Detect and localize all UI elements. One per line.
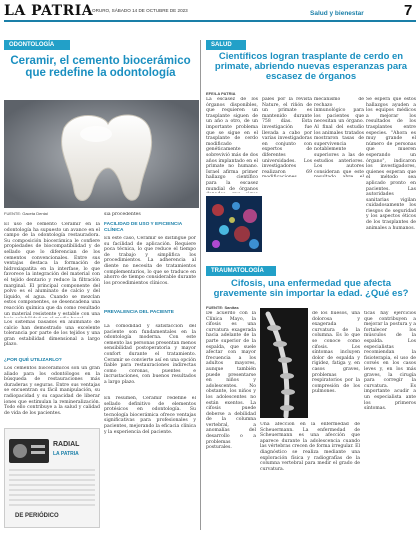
bottom-article-col-4: ticas hay ejercicios que contribuyen a mejorar la postura y a fortalecer los músculos de la espalda. Los especialistas recomiendan la fisioterapia, el uso de corsés en los casos leves y, en los más graves, la cirugía para corregir la curvatura. Es importante acudir a un especialista ante los primeros síntomas. <box>364 311 416 412</box>
bottom-article-tag: TRAUMATOLOGÍA <box>206 266 276 276</box>
newspaper-name: LA PATRIA <box>4 3 94 19</box>
bottom-article-col-1: De acuerdo con la Clínica Mayo, la cifosis es una curvatura exagerada hacia adelante de la parte superior de la espalda, que suele afectar con mayor frecuencia a los adultos mayores, aunque también puede presentarse en niños y adolescentes. No obstante, los niños y los adolescentes no están exentos. La cifosis puede deberse a debilidad de la columna vertebral, a anomalías del desarrollo o a problemas posturales. <box>206 311 256 451</box>
section-name: Salud y bienestar <box>310 10 364 17</box>
left-article-headline: Ceramir, el cemento biocerámico que redefine la odontología <box>10 55 191 80</box>
top-article-col-4: Se espera que estos hallazgos ayuden a los equipos médicos a mejorar los resultados de los trasplantes entre especies. "Ahora es muy grande el número de personas que mueren esperando un órgano", indicaron los investigadores, quienes esperan que el método sea aplicado pronto en pacientes. Las autoridades sanitarias vigilan cuidadosamente los riesgos de seguridad y los aspectos éticos de los trasplantes de animales a humanos. <box>366 97 416 231</box>
top-article-credit: EFE/LA PATRIA <box>206 91 236 96</box>
top-article-tag: SALUD <box>206 40 246 50</box>
left-caption-tail: sia procedentes <box>104 212 141 217</box>
bottom-article-credit: FUENTE: Sanitas <box>206 305 239 310</box>
top-article-col-2: pales por la revista Nature, el riñón de un primate es mantenido durante 758 días. Esta investigación fue llevada a cabo por varias investigadoras en conjunto con expertos de diferentes universidades. Los investigadores realizaron 69 <box>262 97 312 175</box>
left-article-body-2: Los sistemas basados en aluminato de calcio han demostrado una excelente tolerancia por parte de los tejidos y una gran estabilidad dimensional a largo plazo. <box>4 320 100 348</box>
ad-text: DE PERIÓDICO <box>15 513 59 519</box>
left-article-body-6: En resumen, Ceramir redefine el sellado definitivo de elementos protésicos en odontología. Su tecnología biocerámica ofrece ventajas significativas para profesionales y pacientes, mejorando la eficacia clínica y la experiencia del paciente. <box>104 396 196 435</box>
left-article-body-5: La comodidad y satisfacción del paciente son fundamentales en la odontología moderna. Con este cemento las personas presentan menos sensibilidad postoperatoria y mayor confort durante el tratamiento. Ceramir se convierte así en una opción fiable para restauraciones indirectas como coronas, puentes e incrustaciones, con buenos resultados a largo plazo. <box>104 324 196 385</box>
top-article-col-1: La escasez de los órganos disponibles, que requieren un trasplante siguen de un año a otro, de un importante problema que se sigue en el trasplante de cerdo modificado genéticamente sobrevivió más de dos años implantado en el primate no humano. Israel afirma primer hallazgo científico para la escasez mundial de órganos <box>206 97 258 192</box>
left-article-tag: ODONTOLOGÍA <box>4 40 70 50</box>
ad-label: RADIAL <box>53 441 80 448</box>
spine-xray-photo <box>260 308 308 418</box>
bottom-article-col-2: de los huesos, una dolorosa y exagerada curvatura de la columna. Es lo que se conoce como cifosis. Los síntomas incluyen dolor de espalda y rigidez, fatiga y, en casos graves, problemas respiratorios por la compresión de los pulmones. <box>312 311 360 395</box>
left-subhead-2: FACILIDAD DE USO Y EFICIENCIA CLÍNICA <box>104 222 183 233</box>
left-subhead-1: ¿POR QUÉ UTILIZARLO? <box>4 358 62 363</box>
left-article-body-4: En este caso, Ceramir se distingue por su facilidad de aplicación. Requiere poca técnica, lo que reduce el tiempo de trabajo y simplifica los procedimientos. La adherencia al diente no necesita de tratamientos complementarios, lo que se traduce en ahorro de tiempo considerable durante los procedimientos clínicos. <box>104 236 196 286</box>
top-article-headline: Científicos logran trasplante de cerdo en primate, abriendo nuevas esperanzas para escasez de órganos <box>214 51 408 82</box>
ad-brand: LA PATRIA <box>53 451 79 457</box>
left-photo-credit: FUENTE: Gaceta Dental <box>4 211 48 216</box>
bottom-article-headline: Cifosis, una enfermedad que afecta gravemente sin importar la edad. ¿Qué es? <box>213 278 409 299</box>
ad-newspaper-graphic <box>9 469 95 507</box>
page-number: 7 <box>404 2 413 19</box>
cells-photo <box>206 196 262 252</box>
masthead-rule <box>4 20 416 22</box>
issue-date: ORURO, SÁBADO 14 DE OCTUBRE DE 2023 <box>92 8 188 13</box>
column-divider <box>200 40 201 530</box>
tooth-photo <box>4 100 199 208</box>
advertisement <box>4 428 100 528</box>
left-article-body-3: Los cementos biocerámicos son un gran aliado para los odontólogos en la búsqueda de restauraciones más duraderas y seguras. Entre sus ventajas se encuentran su fácil manipulación, su radiopacidad y su capacidad de liberar iones que estimulan la remineralización. Todo ello contribuye a la salud y calidad de vida de los pacientes. <box>4 366 100 416</box>
top-article-col-3: mecanismo de rechazo inmunológico para los pacientes que necesitan un órgano. Al final del estudio los animales tratados mostraron tasas de supervivencia notablemente superiores a las de estudios anteriores. Los autores consideran que este <box>314 97 364 175</box>
left-article-body-1: El uso de cemento Ceramir en la odontología ha supuesto un avance en el campo de la odontología restauradora. Su composición biocerámica le confiere propiedades de biocompatibilidad y de sellado que lo diferencian de los cementos convencionales. Entre sus ventajas destaca la formación de hidroxiapatita en la interfase, lo que favorece la integración del material con el tejido dentario y reduce la filtración marginal. El principal componente del polvo es el aluminato de calcio y del líquido, el agua. Cuando se mezclan estos componentes, se desencadena una reacción química que da como resultado un material resistente y estable con una <box>4 222 100 317</box>
left-subhead-3: PREVALENCIA DEL PACIENTE <box>104 310 174 315</box>
bottom-article-col-3: Una afección en la enfermedad de Scheuermann. La enfermedad de Scheuermann es una afección que aparece durante la adolescencia cuando las vértebras crecen de forma irregular. El diagnóstico se realiza mediante una exploración física y radiografías de la columna vertebral para medir el grado de curvatura. <box>260 422 360 472</box>
radio-icon <box>9 439 49 463</box>
